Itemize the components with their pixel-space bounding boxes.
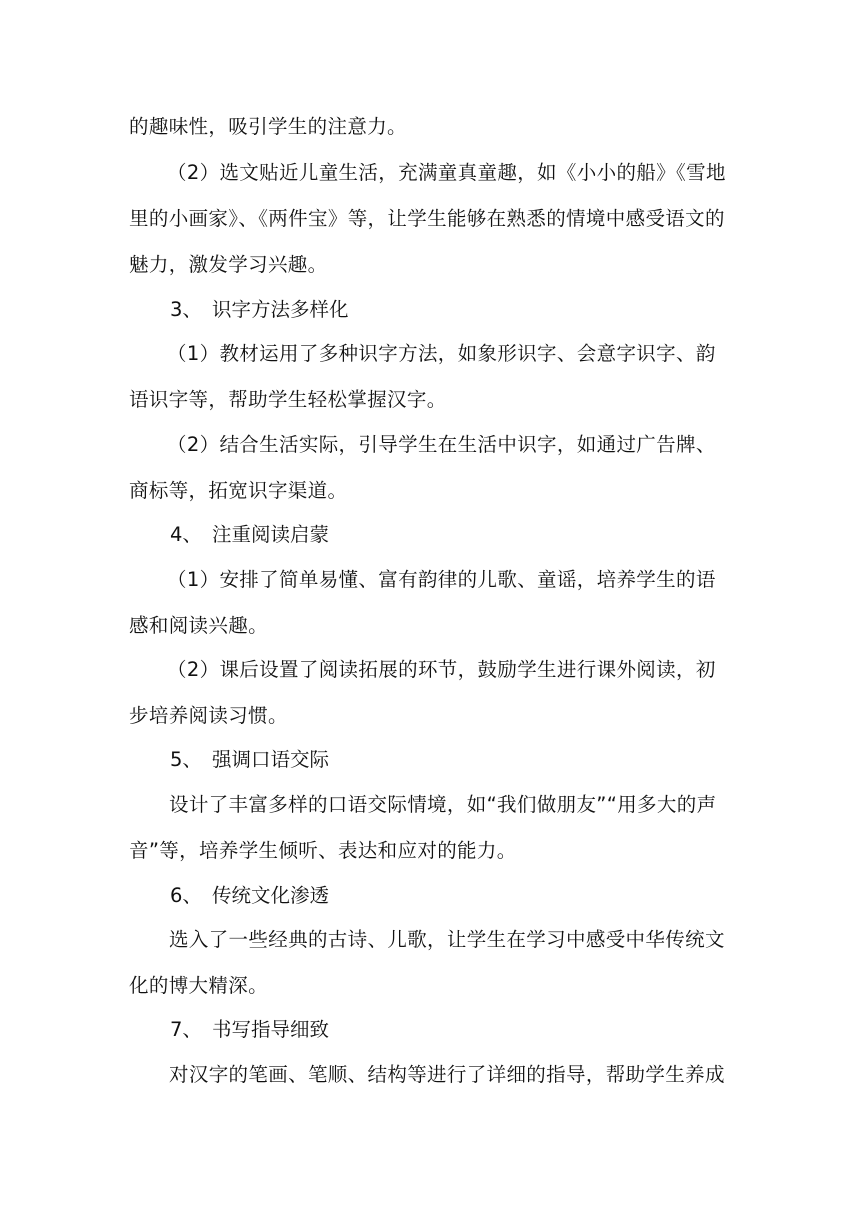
section-title: 强调口语交际: [212, 748, 330, 771]
section-heading-4: [170, 512, 329, 558]
section-title: 传统文化渗透: [212, 884, 330, 907]
paragraph-literacy-methods: （1）教材运用了多种识字方法，如象形识字、会意字识字、韵语识字等，帮助学生轻松掌握汉字。: [129, 342, 716, 411]
paragraph-writing-guidance: 对汉字的笔画、笔顺、结构等进行了详细的指导，帮助学生养成: [169, 1063, 725, 1086]
section-heading-3: [170, 287, 349, 333]
section-number: 7、: [170, 1018, 202, 1041]
section-heading-7: [170, 1007, 329, 1053]
section-heading-6: [170, 873, 329, 919]
section-number: 6、: [170, 884, 202, 907]
paragraph-selected-texts: （2）选文贴近儿童生活，充满童真童趣，如《小小的船》《雪地里的小画家》、《两件宝》等，让学生能够在熟悉的情境中感受语文的魅力，激发学习兴趣。: [129, 161, 726, 276]
section-title: 识字方法多样化: [212, 298, 349, 321]
section-number: 4、: [170, 523, 202, 546]
section-title: 书写指导细致: [212, 1018, 330, 1041]
paragraph-continuation: 的趣味性，吸引学生的注意力。: [129, 115, 407, 138]
paragraph-life-literacy: （2）结合生活实际，引导学生在生活中识字，如通过广告牌、商标等，拓宽识字渠道。: [129, 433, 716, 502]
section-number: 3、: [170, 298, 202, 321]
section-number: 5、: [170, 748, 202, 771]
paragraph-oral-communication: 设计了丰富多样的口语交际情境，如“我们做朋友”“用多大的声音”等，培养学生倾听、表达和应对的能力。: [129, 793, 717, 862]
section-heading-5: [170, 737, 329, 783]
section-title: 注重阅读启蒙: [212, 523, 330, 546]
paragraph-nursery-rhymes: （1）安排了简单易懂、富有韵律的儿歌、童谣，培养学生的语感和阅读兴趣。: [129, 568, 716, 637]
paragraph-reading-extension: （2）课后设置了阅读拓展的环节，鼓励学生进行课外阅读，初步培养阅读习惯。: [129, 658, 716, 727]
paragraph-traditional-culture: 选入了一些经典的古诗、儿歌，让学生在学习中感受中华传统文化的博大精深。: [129, 928, 725, 997]
